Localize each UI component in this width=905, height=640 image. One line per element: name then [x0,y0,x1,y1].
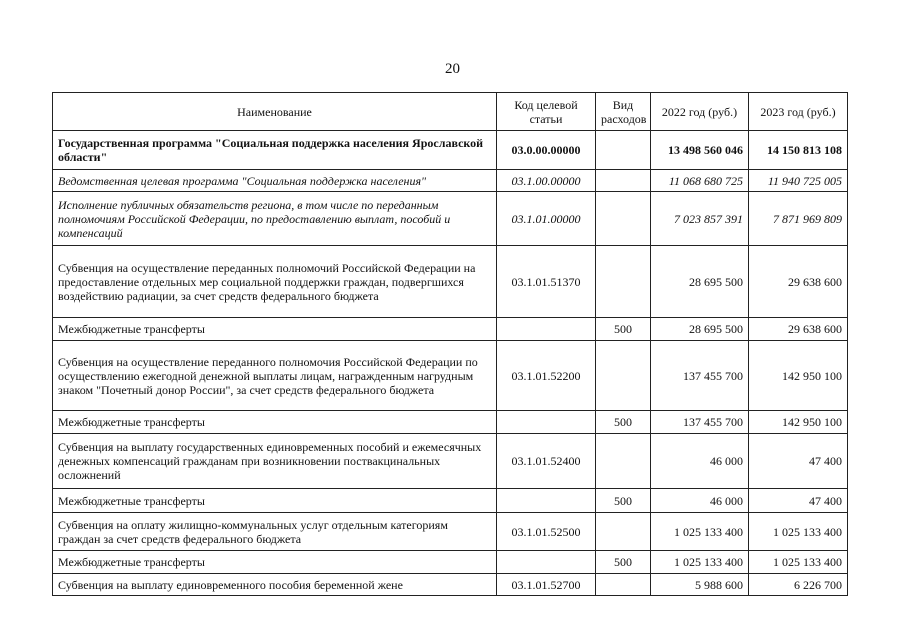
row-2023: 29 638 600 [749,246,848,318]
row-name: Субвенция на осуществление переданного полномочия Российской Федерации по осуществлению ежегодной денежной выплаты лицам, награжденным нагрудным знаком "Почетный донор России", за счет средств федерального бюджета [53,341,497,411]
row-2023: 47 400 [749,489,848,513]
row-type [596,192,651,246]
row-code [497,489,596,513]
table-row [53,434,848,489]
row-code: 03.1.01.52200 [497,341,596,411]
budget-table [52,92,848,596]
row-name: Государственная программа "Социальная поддержка населения Ярославской области" [53,131,497,170]
row-name: Субвенция на выплату государственных единовременных пособий и ежемесячных денежных компенсаций гражданам при возникновении поствакцинальных осложнений [53,434,497,489]
table-row [53,131,848,170]
row-2023: 1 025 133 400 [749,551,848,574]
row-2022: 46 000 [651,434,749,489]
row-2022: 137 455 700 [651,411,749,434]
row-code: 03.1.01.00000 [497,192,596,246]
table-row [53,551,848,574]
row-name: Исполнение публичных обязательств региона, в том числе по переданным полномочиям Российской Федерации, по предоставлению выплат, пособий и компенсаций [53,192,497,246]
row-2022: 13 498 560 046 [651,131,749,170]
row-2023: 6 226 700 [749,574,848,596]
table-row [53,318,848,341]
table-row [53,411,848,434]
table-row [53,170,848,192]
row-code: 03.0.00.00000 [497,131,596,170]
row-type: 500 [596,489,651,513]
row-code: 03.1.01.52700 [497,574,596,596]
row-name: Субвенция на выплату единовременного пособия беременной жене [53,574,497,596]
row-2023: 142 950 100 [749,341,848,411]
row-2022: 11 068 680 725 [651,170,749,192]
row-name: Субвенция на оплату жилищно-коммунальных услуг отдельным категориям граждан за счет средств федерального бюджета [53,513,497,551]
row-2022: 5 988 600 [651,574,749,596]
row-code [497,318,596,341]
table-row [53,574,848,596]
row-code [497,551,596,574]
header-2023: 2023 год (руб.) [749,93,848,131]
row-name: Межбюджетные трансферты [53,318,497,341]
row-2022: 28 695 500 [651,318,749,341]
row-type [596,170,651,192]
page-number: 20 [445,61,460,77]
table-row [53,246,848,318]
row-2023: 11 940 725 005 [749,170,848,192]
row-name: Межбюджетные трансферты [53,411,497,434]
row-2023: 142 950 100 [749,411,848,434]
row-type: 500 [596,551,651,574]
row-type: 500 [596,411,651,434]
header-row [53,93,848,131]
row-2023: 1 025 133 400 [749,513,848,551]
row-type: 500 [596,318,651,341]
row-2023: 7 871 969 809 [749,192,848,246]
row-type [596,513,651,551]
header-code: Код целевой статьи [497,93,596,131]
row-name: Межбюджетные трансферты [53,489,497,513]
row-type [596,341,651,411]
row-2022: 46 000 [651,489,749,513]
header-2022: 2022 год (руб.) [651,93,749,131]
table-row [53,341,848,411]
row-2023: 14 150 813 108 [749,131,848,170]
row-name: Ведомственная целевая программа "Социальная поддержка населения" [53,170,497,192]
header-type: Вид расходов [596,93,651,131]
row-name: Субвенция на осуществление переданных полномочий Российской Федерации на предоставление отдельных мер социальной поддержки граждан, подвергшихся воздействию радиации, за счет средств федерального бюджета [53,246,497,318]
row-2023: 47 400 [749,434,848,489]
row-code: 03.1.01.52500 [497,513,596,551]
row-code: 03.1.01.52400 [497,434,596,489]
table-row [53,192,848,246]
row-name: Межбюджетные трансферты [53,551,497,574]
row-2022: 28 695 500 [651,246,749,318]
row-code: 03.1.01.51370 [497,246,596,318]
row-code: 03.1.00.00000 [497,170,596,192]
row-type [596,246,651,318]
table-row [53,489,848,513]
row-type [596,434,651,489]
row-type [596,574,651,596]
row-2022: 1 025 133 400 [651,551,749,574]
row-2022: 1 025 133 400 [651,513,749,551]
row-2022: 7 023 857 391 [651,192,749,246]
row-2023: 29 638 600 [749,318,848,341]
row-code [497,411,596,434]
header-name: Наименование [53,93,497,131]
row-type [596,131,651,170]
row-2022: 137 455 700 [651,341,749,411]
table-row [53,513,848,551]
